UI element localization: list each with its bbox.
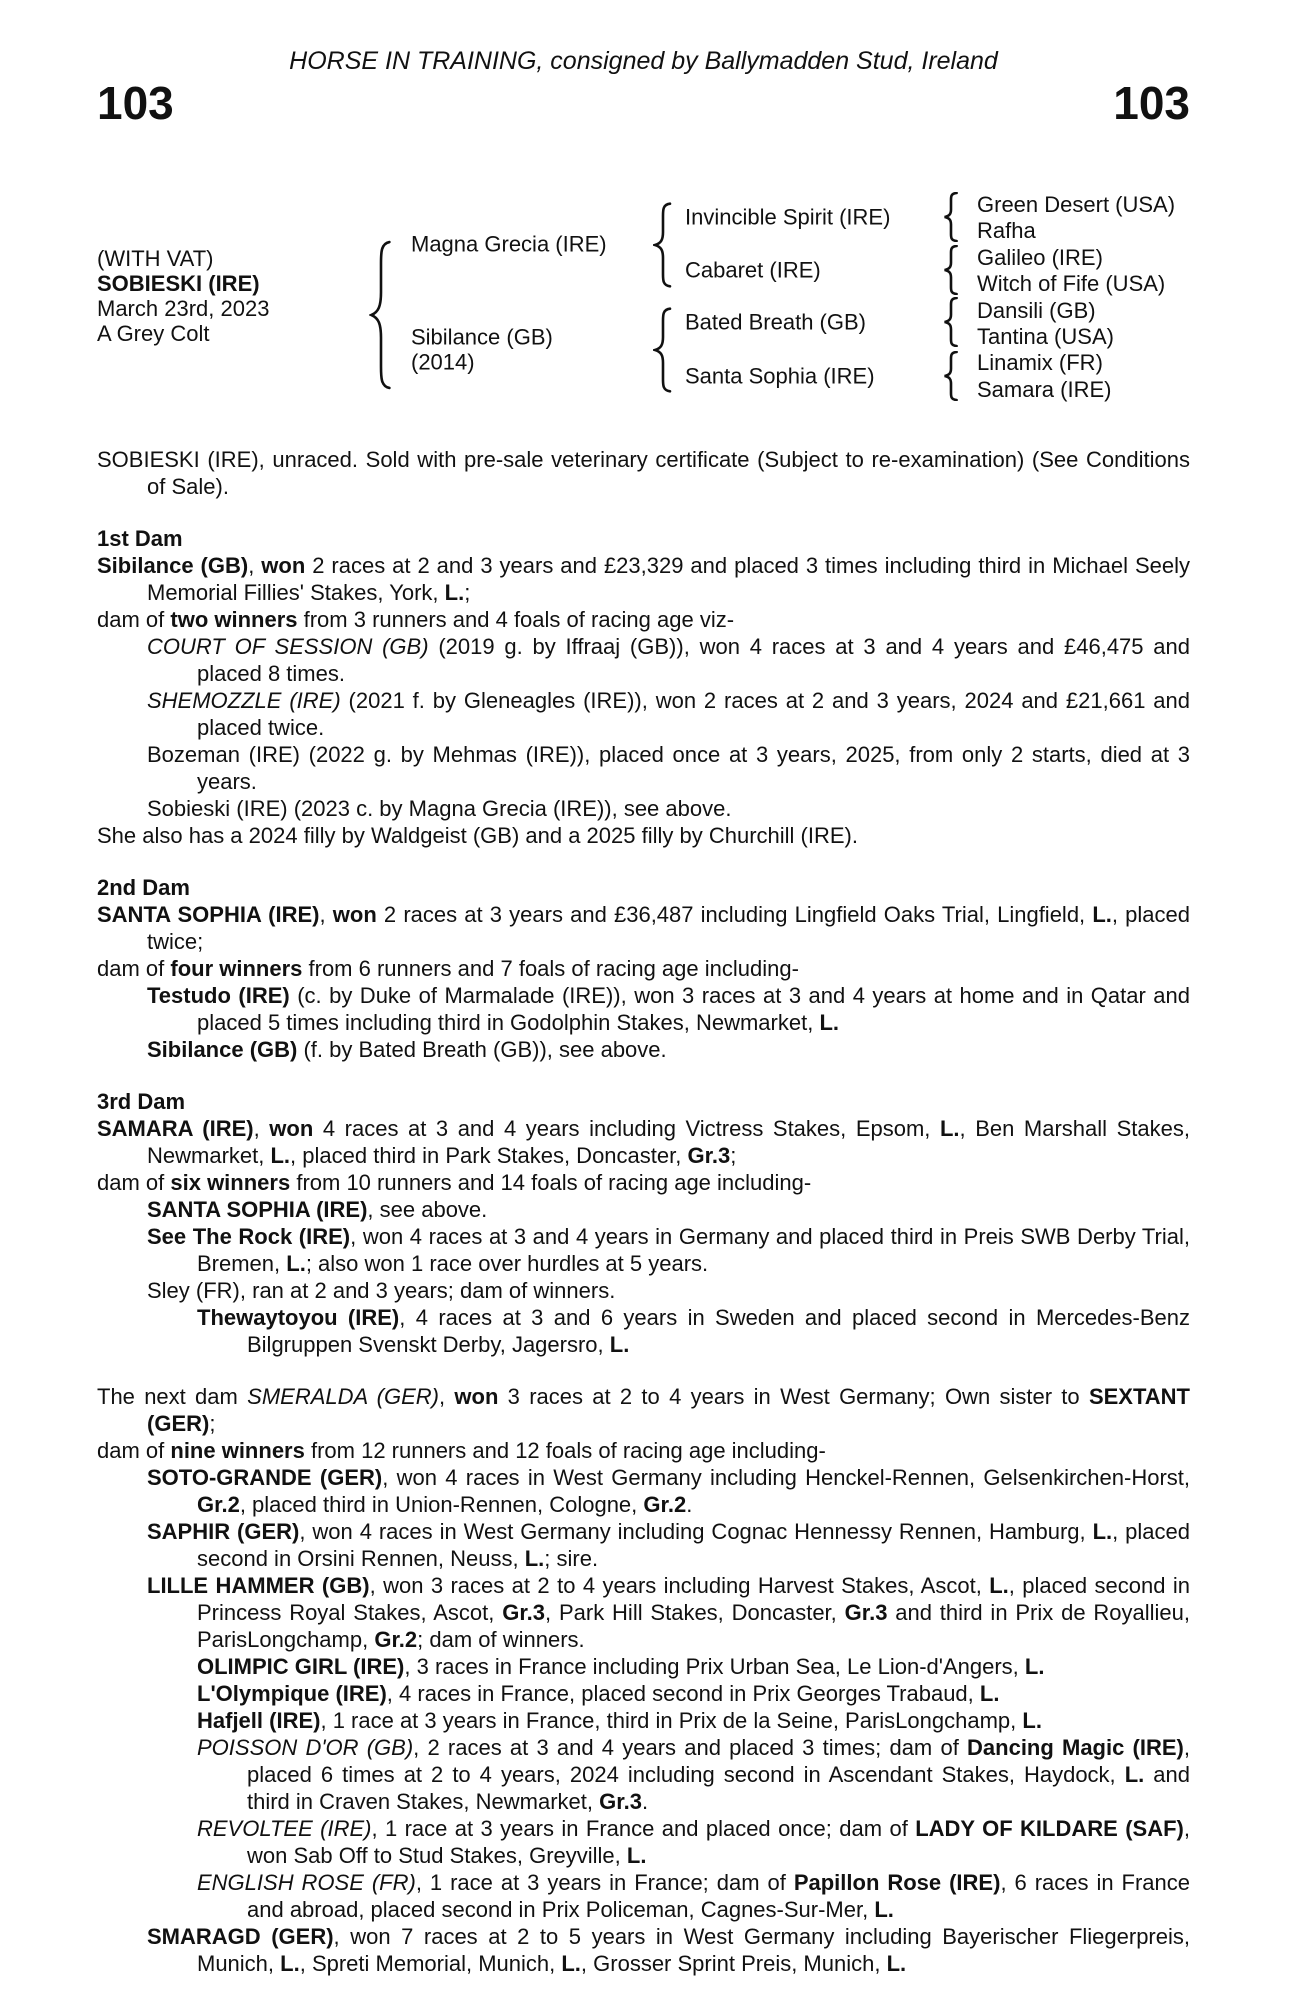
sire-name: Magna Grecia (IRE) xyxy=(411,231,607,257)
text-run: L. xyxy=(989,1573,1009,1598)
text-run: Sobieski (IRE) (2023 c. by Magna Grecia (IRE)), see above. xyxy=(147,796,732,821)
pedigree-brace xyxy=(943,297,959,347)
text-run: L. xyxy=(819,1010,839,1035)
pedigree-entry: Samara (IRE) xyxy=(977,376,1112,402)
text-run: L. xyxy=(939,1116,960,1141)
text-run: dam of xyxy=(97,1170,171,1195)
text-run: L. xyxy=(561,1951,581,1976)
dam3-record xyxy=(97,1115,1190,1169)
text-run: , xyxy=(319,902,333,927)
pedigree-entry: Rafha xyxy=(977,218,1036,244)
text-run: (f. by Bated Breath (GB)), see above. xyxy=(297,1037,667,1062)
text-run: SAPHIR (GER) xyxy=(147,1519,300,1544)
text-run: REVOLTEE (IRE) xyxy=(197,1816,372,1841)
text-run: , won 7 races at 2 to 5 years in West Germany including Bayerischer Fliegerpreis, Munich, xyxy=(197,1924,1190,1976)
produce-bozeman xyxy=(97,741,1190,795)
text-run: dam of xyxy=(97,607,171,632)
text-run: L. xyxy=(270,1143,291,1168)
pedigree-entry-dams-dam: Santa Sophia (IRE) xyxy=(685,363,875,389)
text-run: L. xyxy=(874,1897,894,1922)
pedigree-table xyxy=(97,192,1190,432)
text-run: 4 races at 3 and 4 years including Victress Stakes, Epsom, xyxy=(313,1116,940,1141)
text-run: L. xyxy=(286,1251,306,1276)
produce-sobieski xyxy=(97,795,1190,822)
text-run: 2 races at 2 and 3 years and £23,329 and placed 3 times including third in Michael Seely Memorial Fillies' Stakes, York, xyxy=(147,553,1190,605)
text-run: , 1 race at 3 years in France and placed once; dam of xyxy=(371,1816,916,1841)
text-run: , 2 races at 3 and 4 years and placed 3 times; dam of xyxy=(413,1735,968,1760)
text-run: and third in Craven Stakes, Newmarket, xyxy=(247,1762,1190,1814)
text-run: won xyxy=(269,1116,314,1141)
produce-poisson-dor xyxy=(97,1734,1190,1815)
produce-see-the-rock xyxy=(97,1223,1190,1277)
pedigree-brace xyxy=(369,239,393,391)
text-run: , placed third in Park Stakes, Doncaster, xyxy=(290,1143,688,1168)
foaling-date: March 23rd, 2023 xyxy=(97,296,270,321)
next-dam-record xyxy=(97,1383,1190,1437)
text-run: , placed second in Princess Royal Stakes, Ascot, xyxy=(197,1573,1191,1625)
text-run: Dancing Magic (IRE) xyxy=(967,1735,1184,1760)
text-run: 1st Dam xyxy=(97,526,183,551)
text-run: (2021 f. by Gleneagles (IRE)), won 2 races at 2 and 3 years, 2024 and £21,661 and placed twice. xyxy=(197,688,1191,740)
text-run: and third in Prix de Royallieu, ParisLongchamp, xyxy=(197,1600,1191,1652)
text-run: from 10 runners and 14 foals of racing age including- xyxy=(290,1170,812,1195)
text-run: COURT OF SESSION (GB) xyxy=(147,634,429,659)
text-run: Thewaytoyou (IRE) xyxy=(197,1305,400,1330)
text-run: LILLE HAMMER (GB) xyxy=(147,1573,370,1598)
text-run: SMARAGD (GER) xyxy=(147,1924,334,1949)
dam-name: Sibilance (GB) xyxy=(411,324,553,350)
text-run: Sley (FR), ran at 2 and 3 years; dam of winners. xyxy=(147,1278,616,1303)
produce-saphir xyxy=(97,1518,1190,1572)
pedigree-text xyxy=(97,446,1190,1977)
text-run: , xyxy=(438,1384,455,1409)
produce-olimpic-girl xyxy=(97,1653,1190,1680)
dam1-record xyxy=(97,552,1190,606)
text-run: four winners xyxy=(170,956,303,981)
pedigree-brace xyxy=(653,202,673,288)
text-run: , placed twice; xyxy=(147,902,1190,954)
lot-number-left: 103 xyxy=(97,77,174,129)
text-run: , won 4 races at 3 and 4 years in Germany and placed third in Preis SWB Derby Trial, Bremen, xyxy=(197,1224,1190,1276)
text-run: Gr.2 xyxy=(197,1492,240,1517)
text-run: , Spreti Memorial, Munich, xyxy=(299,1951,562,1976)
text-run: Gr.2 xyxy=(374,1627,418,1652)
text-run: (2019 g. by Iffraaj (GB)), won 4 races at 3 and 4 years and £46,475 and placed 8 times. xyxy=(197,634,1191,686)
text-run: Papillon Rose (IRE) xyxy=(793,1870,1001,1895)
text-run: , 1 race at 3 years in France, third in Prix de la Seine, ParisLongchamp, xyxy=(320,1708,1023,1733)
produce-lolympique xyxy=(97,1680,1190,1707)
text-run: ; also won 1 race over hurdles at 5 years. xyxy=(305,1251,709,1276)
produce-shemozzle xyxy=(97,687,1190,741)
text-run: , xyxy=(253,1116,270,1141)
text-run: ENGLISH ROSE (FR) xyxy=(197,1870,416,1895)
pedigree-entry-dams-sire: Bated Breath (GB) xyxy=(685,309,866,335)
pedigree-brace xyxy=(653,307,673,393)
text-run: SOTO-GRANDE (GER) xyxy=(147,1465,383,1490)
text-run: , placed third in Union-Rennen, Cologne, xyxy=(239,1492,644,1517)
lot-number-right: 103 xyxy=(1113,77,1190,129)
lot-number-row xyxy=(97,77,1190,129)
pedigree-entry: Galileo (IRE) xyxy=(977,244,1103,270)
text-run: SANTA SOPHIA (IRE) xyxy=(97,902,320,927)
text-run: L. xyxy=(280,1951,300,1976)
text-run: L. xyxy=(1024,1654,1045,1679)
dam1-produce-intro xyxy=(97,606,1190,633)
text-run: L. xyxy=(626,1843,647,1868)
text-run: , 4 races at 3 and 6 years in Sweden and placed second in Mercedes-Benz Bilgruppen Svenskt Derby, Jagersro, xyxy=(247,1305,1191,1357)
text-run: . xyxy=(686,1492,693,1517)
text-run: , Grosser Sprint Preis, Munich, xyxy=(580,1951,887,1976)
text-run: , 1 race at 3 years in France; dam of xyxy=(415,1870,794,1895)
text-run: Gr.3 xyxy=(844,1600,888,1625)
text-run: , see above. xyxy=(367,1197,488,1222)
pedigree-entry: Green Desert (USA) xyxy=(977,192,1176,217)
text-run: , 3 races in France including Prix Urban Sea, Le Lion-d'Angers, xyxy=(404,1654,1025,1679)
text-run: She also has a 2024 filly by Waldgeist (GB) and a 2025 filly by Churchill (IRE). xyxy=(97,823,858,848)
pedigree-brace xyxy=(943,351,959,401)
produce-sley xyxy=(97,1277,1190,1304)
produce-smaragd xyxy=(97,1923,1190,1977)
horse-name: SOBIESKI (IRE) xyxy=(97,271,260,296)
text-run: dam of xyxy=(97,956,171,981)
text-run: Gr.3 xyxy=(687,1143,731,1168)
text-run: Testudo (IRE) xyxy=(147,983,290,1008)
heading-1st-dam xyxy=(97,525,1190,552)
text-run: SANTA SOPHIA (IRE) xyxy=(147,1197,368,1222)
produce-hafjell xyxy=(97,1707,1190,1734)
pedigree-entry: Dansili (GB) xyxy=(977,297,1096,323)
produce-court-of-session xyxy=(97,633,1190,687)
text-run: , Park Hill Stakes, Doncaster, xyxy=(545,1600,845,1625)
pedigree-entry: Witch of Fife (USA) xyxy=(977,271,1166,297)
text-run: ; xyxy=(730,1143,737,1168)
text-run: won xyxy=(454,1384,499,1409)
produce-lille-hammer xyxy=(97,1572,1190,1653)
text-run: , placed second in Orsini Rennen, Neuss, xyxy=(197,1519,1190,1571)
text-run: won xyxy=(332,902,377,927)
text-run: L. xyxy=(1124,1762,1145,1787)
text-run: L'Olympique (IRE) xyxy=(197,1681,387,1706)
text-run: Sibilance (GB) xyxy=(97,553,249,578)
text-run: Bozeman (IRE) (2022 g. by Mehmas (IRE)), placed once at 3 years, 2025, from only 2 starts, died at 3 years. xyxy=(147,742,1190,794)
text-run: (c. by Duke of Marmalade (IRE)), won 3 races at 3 and 4 years at home and in Qatar and placed 5 times including third in Godolphin Stakes, Newmarket, xyxy=(197,983,1190,1035)
text-run: SEXTANT (GER) xyxy=(147,1384,1190,1436)
text-run: nine winners xyxy=(170,1438,305,1463)
pedigree-entry: Tantina (USA) xyxy=(977,324,1114,350)
produce-sibilance xyxy=(97,1036,1190,1063)
dam2-record xyxy=(97,901,1190,955)
dam4-produce-intro xyxy=(97,1437,1190,1464)
text-run: OLIMPIC GIRL (IRE) xyxy=(197,1654,405,1679)
text-run: SAMARA (IRE) xyxy=(97,1116,254,1141)
dam-entry xyxy=(411,326,553,375)
pedigree-brace xyxy=(943,192,959,242)
produce-thewaytoyou xyxy=(97,1304,1190,1358)
text-run: 3rd Dam xyxy=(97,1089,186,1114)
consignment-line: HORSE IN TRAINING, consigned by Ballymadden Stud, Ireland xyxy=(289,47,998,75)
sex-colour: A Grey Colt xyxy=(97,321,210,346)
text-run: , 6 races in France and abroad, placed second in Prix Policeman, Cagnes-Sur-Mer, xyxy=(247,1870,1191,1922)
text-run: 3 races at 2 to 4 years in West Germany; Own sister to xyxy=(498,1384,1089,1409)
text-run: won xyxy=(261,553,306,578)
text-run: L. xyxy=(444,580,465,605)
text-run: ; dam of winners. xyxy=(417,1627,585,1652)
dam3-produce-intro xyxy=(97,1169,1190,1196)
text-run: Sibilance (GB) xyxy=(147,1037,298,1062)
text-run: 2 races at 3 years and £36,487 including Lingfield Oaks Trial, Lingfield, xyxy=(376,902,1093,927)
text-run: , 4 races in France, placed second in Prix Georges Trabaud, xyxy=(386,1681,980,1706)
produce-testudo xyxy=(97,982,1190,1036)
intro-note xyxy=(97,446,1190,500)
dam1-extra-note xyxy=(97,822,1190,849)
text-run: LADY OF KILDARE (SAF) xyxy=(915,1816,1184,1841)
pedigree-entry-sires-sire: Invincible Spirit (IRE) xyxy=(685,204,891,230)
text-run: Hafjell (IRE) xyxy=(197,1708,321,1733)
produce-revoltee xyxy=(97,1815,1190,1869)
dam2-produce-intro xyxy=(97,955,1190,982)
text-run: from 12 runners and 12 foals of racing age including- xyxy=(304,1438,826,1463)
pedigree-entry: Linamix (FR) xyxy=(977,350,1103,376)
text-run: SMERALDA (GER) xyxy=(247,1384,439,1409)
text-run: ; sire. xyxy=(544,1546,599,1571)
pedigree-brace xyxy=(943,245,959,295)
text-run: ; xyxy=(464,580,471,605)
text-run: , won 4 races in West Germany including Cognac Hennessy Rennen, Hamburg, xyxy=(299,1519,1093,1544)
produce-english-rose xyxy=(97,1869,1190,1923)
text-run: ; xyxy=(209,1411,216,1436)
text-run: Gr.3 xyxy=(502,1600,546,1625)
text-run: See The Rock (IRE) xyxy=(147,1224,351,1249)
pedigree-entry-sires-dam: Cabaret (IRE) xyxy=(685,257,821,283)
lot-details-block xyxy=(97,246,269,346)
text-run: L. xyxy=(524,1546,545,1571)
text-run: L. xyxy=(609,1332,630,1357)
text-run: L. xyxy=(1092,1519,1113,1544)
text-run: , xyxy=(248,553,262,578)
text-run: from 6 runners and 7 foals of racing age including- xyxy=(302,956,799,981)
pedigree-gen3-column xyxy=(977,192,1175,403)
text-run: six winners xyxy=(170,1170,291,1195)
produce-santa-sophia xyxy=(97,1196,1190,1223)
text-run: , won 4 races in West Germany including Henckel-Rennen, Gelsenkirchen-Horst, xyxy=(382,1465,1190,1490)
text-run: two winners xyxy=(170,607,298,632)
text-run: 2nd Dam xyxy=(97,875,190,900)
text-run: L. xyxy=(1022,1708,1042,1733)
text-run: The next dam xyxy=(97,1384,248,1409)
text-run: SHEMOZZLE (IRE) xyxy=(147,688,341,713)
text-run: L. xyxy=(979,1681,1000,1706)
text-run: , won 3 races at 2 to 4 years including Harvest Stakes, Ascot, xyxy=(369,1573,990,1598)
text-run: L. xyxy=(886,1951,907,1976)
text-run: dam of xyxy=(97,1438,171,1463)
text-run: SOBIESKI (IRE), unraced. Sold with pre-sale veterinary certificate (Subject to re-examination) (See Conditions of Sale). xyxy=(97,447,1190,499)
text-run: from 3 runners and 4 foals of racing age viz- xyxy=(297,607,735,632)
dam-year: (2014) xyxy=(411,349,475,374)
produce-soto-grande xyxy=(97,1464,1190,1518)
vat-note: (WITH VAT) xyxy=(97,246,214,271)
text-run: Gr.3 xyxy=(599,1789,642,1814)
text-run: Gr.2 xyxy=(643,1492,687,1517)
heading-2nd-dam xyxy=(97,874,1190,901)
heading-3rd-dam xyxy=(97,1088,1190,1115)
text-run: , placed 6 times at 2 to 4 years, 2024 including second in Ascendant Stakes, Haydock, xyxy=(247,1735,1190,1787)
text-run: POISSON D'OR (GB) xyxy=(197,1735,414,1760)
text-run: , Ben Marshall Stakes, Newmarket, xyxy=(147,1116,1190,1168)
text-run: L. xyxy=(1092,902,1112,927)
text-run: , won Sab Off to Stud Stakes, Greyville, xyxy=(247,1816,1190,1868)
text-run: . xyxy=(641,1789,649,1814)
